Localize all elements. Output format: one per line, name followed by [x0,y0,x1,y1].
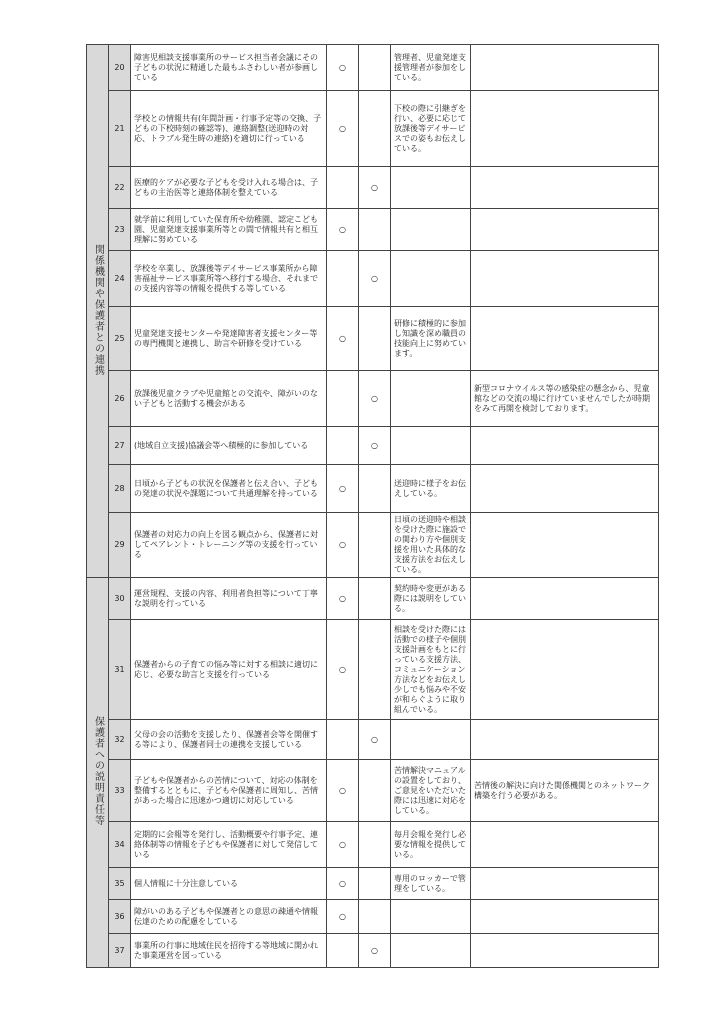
yes-mark: ○ [327,868,359,900]
remark-text [471,427,659,465]
row-number: 28 [109,465,131,513]
note-text: 日頃の送迎時や相談を受けた際に施設での関わり方や個別支援を用いた具体的な支援方法をお伝えしている。 [391,513,471,578]
no-mark [359,513,391,578]
table-row [87,45,659,91]
no-mark [359,209,391,251]
item-text: 放課後児童クラブや児童館との交流や、障がいのない子どもと活動する機会がある [131,371,327,427]
note-text [391,251,471,307]
item-text: 個人情報に十分注意している [131,868,327,900]
remark-text: 苦情後の解決に向けた関係機関とのネットワーク構築を行う必要がある。 [471,760,659,822]
yes-mark: ○ [327,578,359,620]
row-number: 26 [109,371,131,427]
table-row [87,167,659,209]
item-text: 子どもや保護者からの苦情について、対応の体制を整備するとともに、子どもや保護者に周知し、苦情があった場合に迅速かつ適切に対応している [131,760,327,822]
remark-text [471,209,659,251]
table-row [87,513,659,578]
no-mark [359,760,391,822]
row-number: 27 [109,427,131,465]
item-text: 保護者の対応力の向上を図る観点から、保護者に対してペアレント・トレーニング等の支援を行っている [131,513,327,578]
item-text: 学校との情報共有(年間計画・行事予定等の交換、子どもの下校時刻の確認等)、連絡調整(送迎時の対応、トラブル発生時の連絡)を適切に行っている [131,91,327,167]
item-text: 児童発達支援センターや発達障害者支援センター等の専門機関と連携し、助言や研修を受けている [131,307,327,371]
category-label: 保護者への説明責任等 [92,716,104,826]
row-number: 30 [109,578,131,620]
note-text [391,167,471,209]
note-text: 専用のロッカーで管理をしている。 [391,868,471,900]
note-text: 相談を受けた際には活動での様子や個別支援計画をもとに行っている支援方法、コミュニケーション方法などをお伝えし少しでも悩みや不安が和らぐように取り組んでいる。 [391,620,471,720]
item-text: 医療的ケアが必要な子どもを受け入れる場合は、子どもの主治医等と連絡体制を整えている [131,167,327,209]
no-mark [359,307,391,371]
no-mark [359,620,391,720]
table-row [87,465,659,513]
category-label: 関係機関や保護者との連携 [92,243,104,376]
note-text: 送迎時に様子をお伝えしている。 [391,465,471,513]
table-row [87,900,659,934]
row-number: 29 [109,513,131,578]
no-mark: ○ [359,371,391,427]
table-row [87,822,659,868]
yes-mark: ○ [327,513,359,578]
note-text [391,934,471,968]
yes-mark [327,720,359,760]
table-row [87,578,659,620]
yes-mark [327,251,359,307]
table-row [87,251,659,307]
remark-text [471,251,659,307]
table-row [87,760,659,822]
item-text: 保護者からの子育ての悩み等に対する相談に適切に応じ、必要な助言と支援を行っている [131,620,327,720]
yes-mark [327,371,359,427]
item-text: 事業所の行事に地域住民を招待する等地域に開かれた事業運営を図っている [131,934,327,968]
no-mark [359,45,391,91]
row-number: 21 [109,91,131,167]
yes-mark: ○ [327,822,359,868]
row-number: 33 [109,760,131,822]
remark-text [471,934,659,968]
note-text: 毎月会報を発行し必要な情報を提供している。 [391,822,471,868]
table-row [87,209,659,251]
no-mark: ○ [359,427,391,465]
remark-text [471,900,659,934]
table-row [87,371,659,427]
row-number: 23 [109,209,131,251]
note-text: 研修に積極的に参加し知識を深め職員の技能向上に努めています。 [391,307,471,371]
no-mark: ○ [359,167,391,209]
item-text: 定期的に会報等を発行し、活動概要や行事予定、連絡体制等の情報を子どもや保護者に対して発信している [131,822,327,868]
evaluation-table [86,44,659,968]
yes-mark: ○ [327,620,359,720]
note-text [391,720,471,760]
row-number: 25 [109,307,131,371]
note-text [391,427,471,465]
note-text: 契約時や変更がある際には説明をしている。 [391,578,471,620]
yes-mark: ○ [327,91,359,167]
item-text: 日頃から子どもの状況を保護者と伝え合い、子どもの発達の状況や課題について共通理解を持っている [131,465,327,513]
note-text: 管理者、児童発達支援管理者が参加をしている。 [391,45,471,91]
row-number: 34 [109,822,131,868]
item-text: 父母の会の活動を支援したり、保護者会等を開催する等により、保護者同士の連携を支援している [131,720,327,760]
no-mark [359,900,391,934]
item-text: 学校を卒業し、放課後等デイサービス事業所から障害福祉サービス事業所等へ移行する場合、それまでの支援内容等の情報を提供する等している [131,251,327,307]
remark-text [471,307,659,371]
table-row [87,91,659,167]
row-number: 37 [109,934,131,968]
table-row [87,620,659,720]
note-text: 下校の際に引継ぎを行い、必要に応じて放課後等デイサービスでの姿もお伝えしている。 [391,91,471,167]
remark-text [471,45,659,91]
table-row [87,720,659,760]
item-text: 運営規程、支援の内容、利用者負担等について丁寧な説明を行っている [131,578,327,620]
row-number: 20 [109,45,131,91]
no-mark: ○ [359,934,391,968]
remark-text [471,465,659,513]
remark-text: 新型コロナウイルス等の感染症の懸念から、児童館などの交流の場に行けていませんでしたが時期をみて再開を検討しております。 [471,371,659,427]
row-number: 36 [109,900,131,934]
remark-text [471,91,659,167]
yes-mark: ○ [327,45,359,91]
table-row [87,868,659,900]
table-row [87,307,659,371]
table-row [87,427,659,465]
yes-mark [327,934,359,968]
table-row [87,934,659,968]
yes-mark: ○ [327,760,359,822]
item-text: 障がいのある子どもや保護者との意思の疎通や情報伝達のための配慮をしている [131,900,327,934]
item-text: 障害児相談支援事業所のサービス担当者会議にその子どもの状況に精通した最もふさわしい者が参画している [131,45,327,91]
row-number: 32 [109,720,131,760]
yes-mark: ○ [327,307,359,371]
yes-mark [327,167,359,209]
remark-text [471,620,659,720]
no-mark [359,578,391,620]
no-mark: ○ [359,720,391,760]
yes-mark: ○ [327,900,359,934]
no-mark [359,465,391,513]
no-mark [359,822,391,868]
note-text [391,371,471,427]
no-mark [359,91,391,167]
note-text: 苦情解決マニュアルの設置をしており、ご意見をいただいた際には迅速に対応をしている。 [391,760,471,822]
row-number: 35 [109,868,131,900]
category-cell [87,578,109,968]
remark-text [471,720,659,760]
no-mark: ○ [359,251,391,307]
remark-text [471,578,659,620]
row-number: 22 [109,167,131,209]
note-text [391,900,471,934]
remark-text [471,822,659,868]
yes-mark [327,427,359,465]
category-cell [87,45,109,578]
yes-mark: ○ [327,465,359,513]
item-text: (地域自立支援)協議会等へ積極的に参加している [131,427,327,465]
row-number: 24 [109,251,131,307]
item-text: 就学前に利用していた保育所や幼稚園、認定こども園、児童発達支援事業所等との間で情報共有と相互理解に努めている [131,209,327,251]
no-mark [359,868,391,900]
yes-mark: ○ [327,209,359,251]
row-number: 31 [109,620,131,720]
remark-text [471,868,659,900]
remark-text [471,513,659,578]
remark-text [471,167,659,209]
note-text [391,209,471,251]
